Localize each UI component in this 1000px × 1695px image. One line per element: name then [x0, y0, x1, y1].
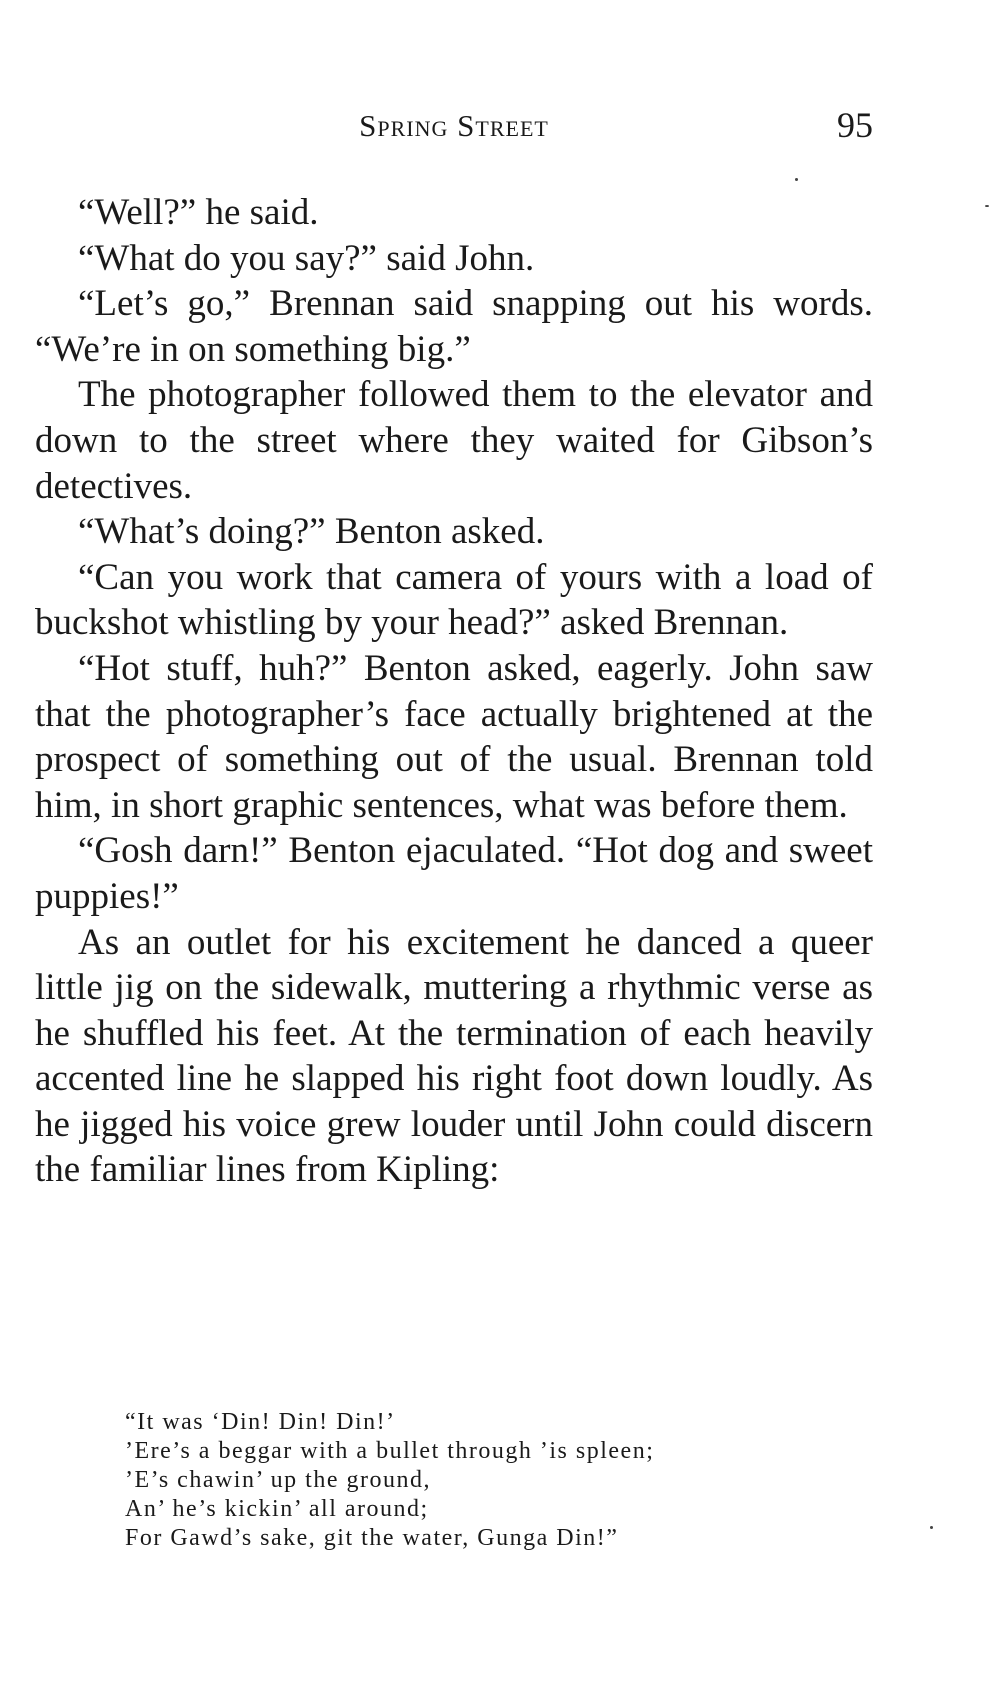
verse-line: ’Ere’s a beggar with a bullet through ’is spleen;	[125, 1438, 655, 1464]
scan-speck	[795, 178, 798, 181]
page-number: 95	[837, 105, 873, 145]
paragraph: “Well?” he said.	[78, 192, 319, 233]
body-text	[35, 190, 873, 1193]
verse-line: ’E’s chawin’ up the ground,	[125, 1467, 431, 1493]
running-head: Spring Street	[359, 108, 549, 143]
paragraph: “What do you say?” said John.	[78, 237, 535, 279]
paragraph: As an outlet for his excitement he danced a queer little jig on the sidewalk, muttering a rhythmic verse as he shuffled his feet. At the termination of each heavily accented line he slapped his right foot down loudly. As he jigged his voice grew louder until John could discern the familiar lines from Kipling:	[35, 921, 873, 1191]
verse-line: For Gawd’s sake, git the water, Gunga Din!”	[125, 1525, 619, 1551]
paragraph: “Hot stuff, huh?” Benton asked, eagerly. John saw that the photographer’s face actually brightened at the prospect of something out of the usual. Brennan told him, in short graphic sentences, what was before them.	[35, 647, 873, 826]
page-header	[35, 105, 873, 154]
paragraph: “Can you work that camera of yours with a load of buckshot whistling by your head?” asked Brennan.	[35, 556, 873, 644]
verse-quotation	[125, 1408, 885, 1553]
scan-speck	[930, 1526, 933, 1529]
verse-line: “It was ‘Din! Din! Din!’	[125, 1409, 396, 1435]
paragraph: “Gosh darn!” Benton ejaculated. “Hot dog and sweet puppies!”	[35, 830, 873, 917]
paragraph: The photographer followed them to the elevator and down to the street where they waited for Gibson’s detectives.	[35, 374, 873, 507]
verse-line: An’ he’s kickin’ all around;	[125, 1496, 429, 1522]
paragraph: “What’s doing?” Benton asked.	[78, 511, 545, 553]
paragraph: “Let’s go,” Brennan said snapping out his words. “We’re in on something big.”	[35, 283, 873, 370]
scan-speck	[985, 205, 989, 207]
